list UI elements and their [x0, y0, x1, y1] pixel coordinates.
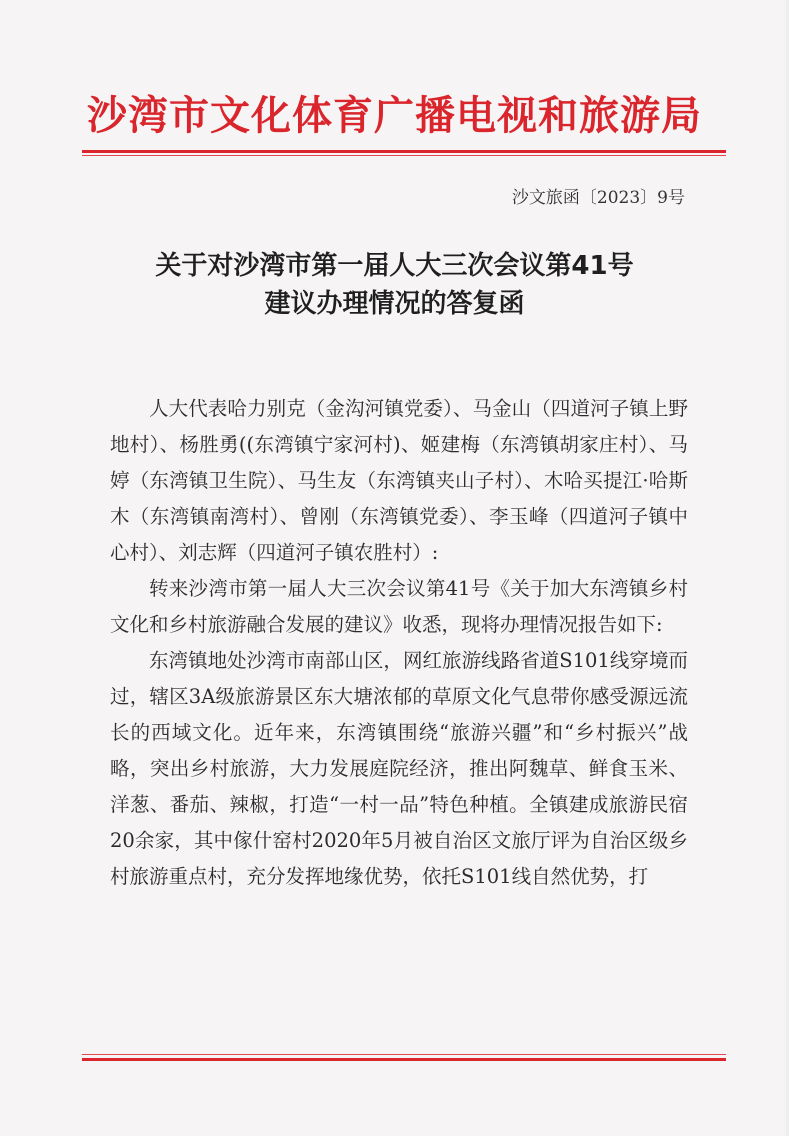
header-red-rule-thin: [82, 155, 726, 156]
document-title-line-2: 建议办理情况的答复函: [264, 289, 525, 319]
document-body: [110, 391, 688, 895]
footer-red-rule: [82, 1058, 726, 1061]
document-number: 沙文旅函〔2023〕9号: [511, 188, 685, 208]
salutation-paragraph: 人大代表哈力别克（金沟河镇党委）、马金山（四道河子镇上野地村）、杨胜勇((东湾镇宁家河村)、姬建梅（东湾镇胡家庄村）、马婷（东湾镇卫生院）、马生友（东湾镇夹山子村）、木哈买提江·哈斯木（东湾镇南湾村）、曾刚（东湾镇党委）、李玉峰（四道河子镇中心村）、刘志辉（四道河子镇农胜村）:: [110, 397, 688, 564]
footer-red-rule-thin: [82, 1054, 726, 1055]
header-red-rule: [82, 150, 726, 153]
issuing-authority-header: 沙湾市文化体育广播电视和旅游局: [87, 92, 702, 139]
document-title-line-1: 关于对沙湾市第一届人大三次会议第41号: [155, 251, 634, 281]
scan-edge-shadow: [783, 0, 789, 1136]
document-title: [0, 247, 789, 323]
body-paragraph-2: 东湾镇地处沙湾市南部山区，网红旅游线路省道S101线穿境而过，辖区3A级旅游景区东大塘浓郁的草原文化气息带你感受源远流长的西域文化。近年来，东湾镇围绕“旅游兴疆”和“乡村振兴”战略，突出乡村旅游，大力发展庭院经济，推出阿魏草、鲜食玉米、洋葱、番茄、辣椒，打造“一村一品”特色种植。全镇建成旅游民宿20余家，其中傢什窑村2020年5月被自治区文旅厅评为自治区级乡村旅游重点村，充分发挥地缘优势，依托S101线自然优势，打: [110, 649, 688, 888]
body-paragraph-1: 转来沙湾市第一届人大三次会议第41号《关于加大东湾镇乡村文化和乡村旅游融合发展的建议》收悉，现将办理情况报告如下:: [110, 577, 688, 636]
